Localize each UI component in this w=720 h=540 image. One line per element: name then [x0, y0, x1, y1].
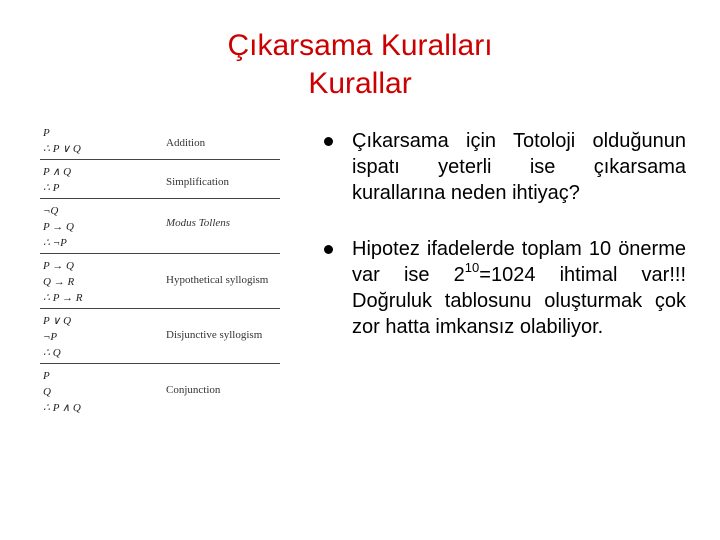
rule-divider	[40, 363, 280, 364]
rule-addition	[40, 125, 280, 160]
rule-line: P ∧ Q	[43, 166, 72, 178]
rule-divider	[40, 308, 280, 309]
rule-name: Disjunctive syllogism	[166, 329, 263, 341]
rule-hypothetical-syllogism	[40, 258, 280, 309]
rule-name: Addition	[166, 137, 206, 149]
rule-line: ∴ Q	[43, 347, 61, 359]
bullet-exponent: 10	[464, 260, 480, 275]
rule-line: P ∨ Q	[43, 315, 72, 327]
rule-line: ∴ P ∨ Q	[43, 143, 81, 155]
bullet-dot-icon	[324, 137, 333, 146]
bullet-dot-icon	[324, 245, 333, 254]
rule-line: ¬Q	[43, 205, 59, 217]
rule-line: ¬P	[43, 331, 58, 343]
rule-line: ∴ P → R	[43, 292, 83, 304]
rule-name: Simplification	[166, 176, 229, 188]
slide-title: Çıkarsama Kuralları	[227, 29, 493, 62]
rule-line: ∴ P ∧ Q	[43, 402, 81, 414]
rule-modus-tollens	[40, 203, 280, 254]
rule-name: Modus Tollens	[166, 217, 231, 229]
rule-line: Q → R	[43, 276, 75, 288]
rule-line: P → Q	[43, 221, 74, 233]
rule-line: P	[43, 127, 50, 139]
bullet-item	[318, 236, 686, 340]
rule-line: P	[43, 370, 50, 382]
rule-divider	[40, 159, 280, 160]
rule-line: ∴ ¬P	[43, 237, 67, 249]
rule-simplification	[40, 164, 280, 199]
bullet-item	[318, 128, 686, 206]
bullet-text-start: Hipotez ifadelerde toplam 10 önerme var ise 2	[352, 238, 686, 286]
rule-line: ∴ P	[43, 182, 60, 194]
rule-line: P → Q	[43, 260, 74, 272]
rule-conjunction	[40, 368, 280, 416]
bullet-text: Çıkarsama için Totoloji olduğunun ispatı yeterli ise çıkarsama kurallarına neden ihtiyaç?	[352, 130, 686, 204]
slide-subtitle: Kurallar	[308, 67, 412, 100]
rule-name: Conjunction	[166, 384, 221, 396]
bullet-list	[318, 128, 686, 370]
bullet-text-end: =1024 ihtimal var!!! Doğruluk tablosunu oluşturmak çok zor hatta imkansız olabiliyor.	[352, 264, 686, 338]
rule-divider	[40, 253, 280, 254]
rule-divider	[40, 198, 280, 199]
inference-rules-table	[40, 125, 280, 416]
rule-name: Hypothetical syllogism	[166, 274, 269, 286]
rule-disjunctive-syllogism	[40, 313, 280, 364]
rule-line: Q	[43, 386, 51, 398]
